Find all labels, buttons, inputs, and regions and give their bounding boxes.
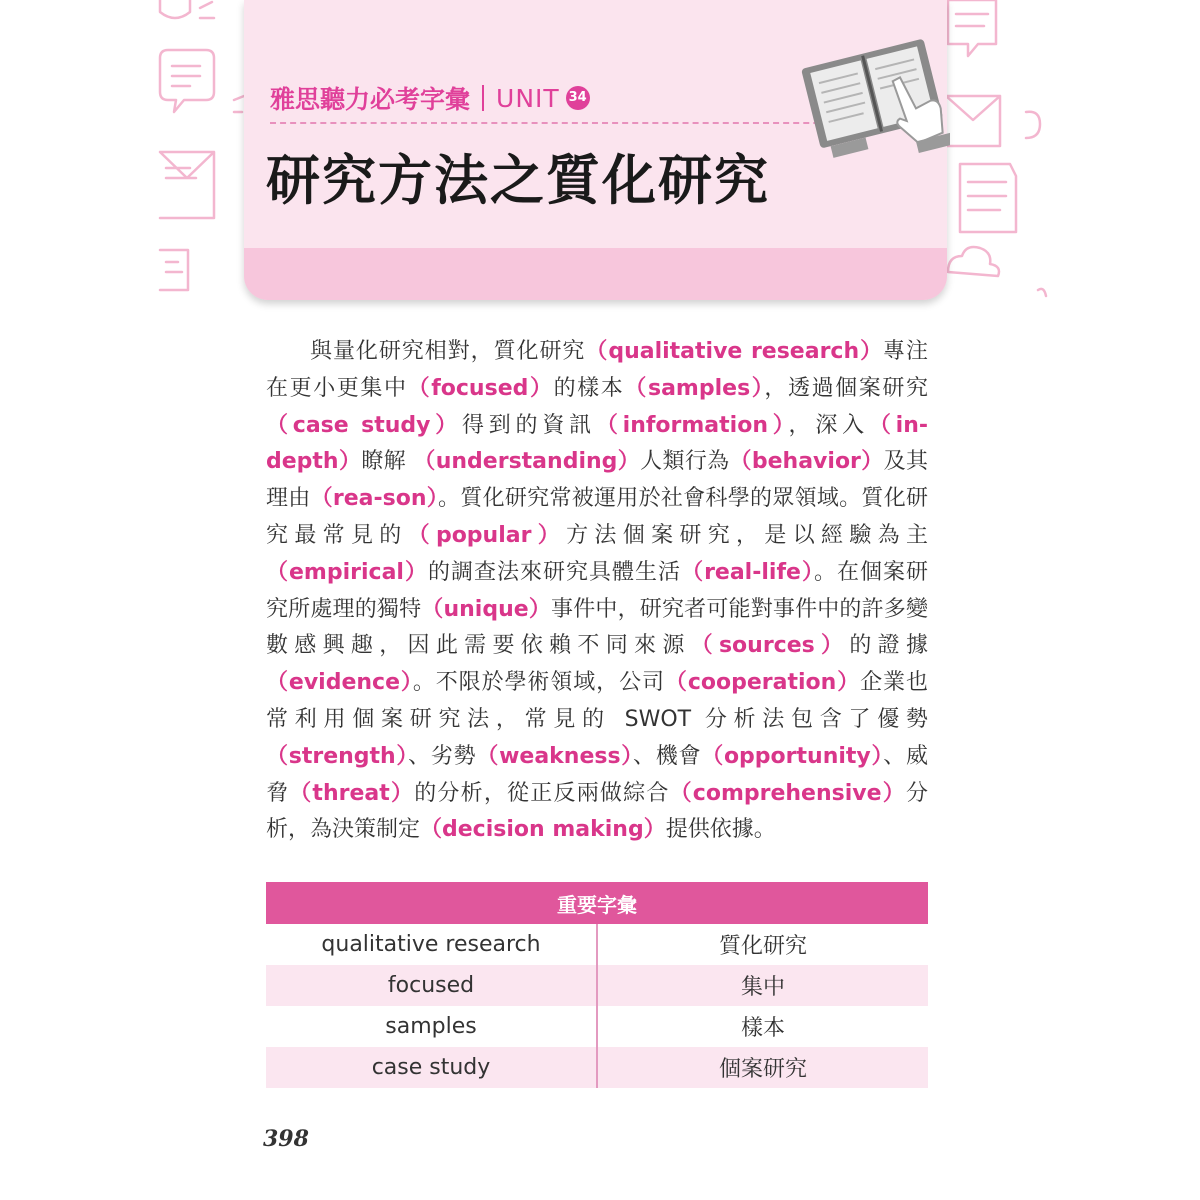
series-title: 雅思聽力必考字彙 — [270, 85, 471, 114]
vocab-term: （opportunity） — [701, 743, 884, 769]
body-text-run: 瞭解 — [361, 449, 414, 475]
vocab-term: （comprehensive） — [669, 780, 906, 806]
vocab-term: （focused） — [407, 375, 554, 401]
vocab-english: samples — [266, 1006, 597, 1047]
vocab-term: （information） — [595, 412, 789, 438]
body-text-run: 與量化研究相對，質化研究 — [310, 339, 586, 364]
vocab-term: （strength） — [266, 743, 409, 769]
table-row — [266, 924, 928, 965]
body-text-run: 專注在更小更集中 — [266, 339, 928, 401]
table-row — [266, 1006, 928, 1047]
page-number: 398 — [263, 1126, 309, 1152]
body-paragraph — [266, 334, 928, 849]
vocab-term: （cooperation） — [664, 670, 861, 696]
series-line — [270, 80, 590, 116]
body-text-run: 、威脅 — [266, 743, 928, 806]
vocab-term: （weakness） — [476, 743, 634, 769]
vocab-term: （understanding） — [413, 449, 641, 475]
body-text-run: 人類行為 — [640, 449, 730, 475]
body-text-run: 的分析，從正反兩做綜合 — [414, 780, 670, 806]
vocab-term: （behavior） — [729, 449, 884, 475]
vocabulary-table-heading: 重要字彙 — [266, 882, 928, 924]
vocab-chinese: 個案研究 — [597, 1047, 928, 1088]
body-text-run: 的證據 — [849, 633, 928, 659]
title-separator — [482, 85, 484, 111]
body-text-run: ，深入 — [788, 412, 869, 438]
vocab-term: （case study） — [266, 412, 463, 438]
table-row — [266, 965, 928, 1006]
vocab-term: （in-depth） — [266, 412, 928, 475]
body-text-run: 方法個案研究，是以經驗為主 — [566, 522, 928, 548]
body-text-run: 。不限於學術領域，公司 — [412, 670, 665, 696]
page-title: 研究方法之質化研究 — [266, 149, 770, 212]
vocab-term: （popular） — [407, 522, 567, 548]
header-band — [244, 248, 947, 300]
body-text-run: 企業也常利用個案研究法，常見的 SWOT 分析法包含了優勢 — [266, 670, 928, 732]
vocabulary-table — [266, 882, 928, 1088]
unit-number-badge: 34 — [566, 86, 590, 110]
vocab-english: qualitative research — [266, 924, 597, 965]
unit-label: UNIT — [496, 83, 560, 113]
vocab-english: focused — [266, 965, 597, 1006]
vocab-chinese: 質化研究 — [718, 934, 807, 959]
reading-book-icon — [800, 22, 950, 172]
vocab-term: （rea-son） — [310, 486, 439, 512]
body-text-run: 的樣本 — [553, 375, 625, 401]
body-text-run: 及其理由 — [266, 449, 928, 512]
vocab-term: （unique） — [421, 596, 552, 622]
body-text-run: 、劣勢 — [408, 743, 477, 769]
vocab-term: （threat） — [289, 780, 415, 806]
body-text-run: 的調查法來研究具體生活 — [427, 559, 682, 585]
vocab-term: （real-life） — [681, 559, 814, 585]
vocab-term: （empirical） — [266, 559, 428, 585]
body-text-run: 事件中，研究者可能對事件中的許多變數感興趣，因此需要依賴不同來源 — [266, 596, 928, 659]
vocab-term: （qualitative research） — [585, 339, 884, 364]
body-text-run: 。質化研究常被運用於社會科學的眾領域。質化研究最常見的 — [266, 486, 928, 548]
body-text-run: 、機會 — [633, 743, 702, 769]
vocab-term: （sources） — [690, 633, 850, 659]
body-text-run: 提供依據。 — [665, 817, 776, 843]
vocab-term: （decision making） — [420, 817, 666, 843]
body-text-run: 分析，為決策制定 — [266, 780, 928, 843]
body-text-run: 。在個案研究所處理的獨特 — [266, 559, 928, 622]
vocab-chinese: 樣本 — [740, 1016, 785, 1041]
body-text-run: 得到的資訊 — [462, 412, 596, 438]
body-text-run: ，透過個案研究 — [764, 375, 928, 401]
vocab-term: （samples） — [624, 375, 765, 401]
vocab-term: （evidence） — [266, 670, 413, 696]
vocab-chinese: 集中 — [597, 965, 928, 1006]
table-row — [266, 1047, 928, 1088]
vocab-english: case study — [266, 1047, 597, 1088]
